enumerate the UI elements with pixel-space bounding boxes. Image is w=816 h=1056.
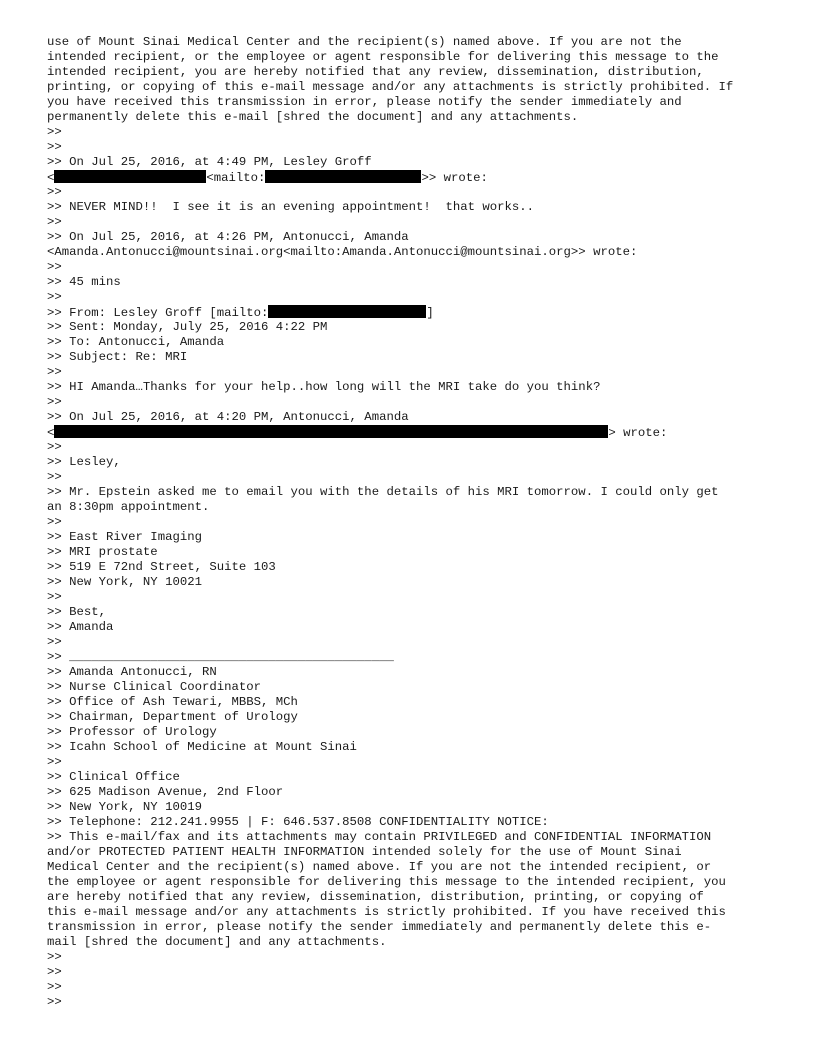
quote-marker: >> — [47, 260, 62, 274]
signature-line: >> Nurse Clinical Coordinator — [47, 680, 262, 694]
address-bracket: < — [47, 426, 55, 440]
quote-marker: >> — [47, 635, 62, 649]
quote-marker: >> — [47, 215, 62, 229]
quote-marker: >> — [47, 470, 62, 484]
notice-line: and/or PROTECTED PATIENT HEALTH INFORMATION intended solely for the use of Mount Sinai — [47, 845, 682, 859]
quote-marker: >> — [47, 440, 62, 454]
notice-line: you have received this transmission in error, please notify the sender immediately and — [47, 95, 682, 109]
quote-marker: >> — [47, 395, 62, 409]
quote-marker: >> — [47, 365, 62, 379]
wrote-label: >> wrote: — [421, 171, 488, 185]
notice-line: Medical Center and the recipient(s) named above. If you are not the intended recipient, or — [47, 860, 712, 874]
address-line: >> 519 E 72nd Street, Suite 103 — [47, 560, 276, 574]
message-body: >> Mr. Epstein asked me to email you with the details of his MRI tomorrow. I could only get — [47, 485, 719, 499]
notice-line: this e-mail message and/or any attachments is strictly prohibited. If you have received this — [47, 905, 726, 919]
message-header: >> On Jul 25, 2016, at 4:26 PM, Antonucci, Amanda — [47, 230, 409, 244]
redaction-bar — [54, 170, 206, 183]
office-line: >> New York, NY 10019 — [47, 800, 202, 814]
email-document — [47, 35, 787, 1010]
address-line: >> MRI prostate — [47, 545, 158, 559]
message-body: >> HI Amanda…Thanks for your help..how long will the MRI take do you think? — [47, 380, 601, 394]
notice-line: use of Mount Sinai Medical Center and the recipient(s) named above. If you are not the — [47, 35, 682, 49]
quote-marker: >> — [47, 515, 62, 529]
mailto-label: <mailto: — [206, 171, 266, 185]
redaction-bar — [265, 170, 421, 183]
quote-marker: >> — [47, 125, 62, 139]
notice-line: mail [shred the document] and any attachments. — [47, 935, 387, 949]
notice-line: the employee or agent responsible for delivering this message to the intended recipient, you — [47, 875, 726, 889]
signature-line: >> Chairman, Department of Urology — [47, 710, 298, 724]
from-close: ] — [426, 306, 434, 320]
from-label: >> From: Lesley Groff [mailto: — [47, 306, 269, 320]
notice-line: >> This e-mail/fax and its attachments may contain PRIVILEGED and CONFIDENTIAL INFORMATION — [47, 830, 712, 844]
notice-line: printing, or copying of this e-mail message and/or any attachments is strictly prohibited. If — [47, 80, 734, 94]
quote-marker: >> — [47, 755, 62, 769]
redaction-bar — [268, 305, 426, 318]
quote-marker: >> — [47, 290, 62, 304]
notice-line: transmission in error, please notify the sender immediately and permanently delete this e- — [47, 920, 712, 934]
signature-line: >> Professor of Urology — [47, 725, 217, 739]
sent-line: >> Sent: Monday, July 25, 2016 4:22 PM — [47, 320, 328, 334]
quote-marker: >> — [47, 965, 62, 979]
message-address-line: <Amanda.Antonucci@mountsinai.org<mailto:Amanda.Antonucci@mountsinai.org>> wrote: — [47, 245, 638, 259]
message-body: >> 45 mins — [47, 275, 121, 289]
quote-marker: >> — [47, 185, 62, 199]
office-line: >> Clinical Office — [47, 770, 180, 784]
message-header: >> On Jul 25, 2016, at 4:20 PM, Antonucci, Amanda — [47, 410, 409, 424]
message-body: an 8:30pm appointment. — [47, 500, 210, 514]
message-header: >> On Jul 25, 2016, at 4:49 PM, Lesley Groff — [47, 155, 372, 169]
to-line: >> To: Antonucci, Amanda — [47, 335, 225, 349]
message-address-line — [47, 170, 787, 185]
address-line: >> New York, NY 10021 — [47, 575, 202, 589]
quote-marker: >> — [47, 980, 62, 994]
from-line — [47, 305, 787, 320]
notice-line: permanently delete this e-mail [shred the document] and any attachments. — [47, 110, 579, 124]
office-line: >> 625 Madison Avenue, 2nd Floor — [47, 785, 284, 799]
subject-line: >> Subject: Re: MRI — [47, 350, 188, 364]
greeting: >> Lesley, — [47, 455, 121, 469]
redaction-bar — [54, 425, 608, 438]
signoff-line: >> Best, — [47, 605, 107, 619]
address-bracket: < — [47, 171, 55, 185]
message-address-line — [47, 425, 787, 440]
notice-line: intended recipient, you are hereby notified that any review, dissemination, distribution, — [47, 65, 704, 79]
quote-marker: >> — [47, 140, 62, 154]
signature-rule: >> ____________________________________________ — [47, 650, 394, 664]
quote-marker: >> — [47, 950, 62, 964]
signature-line: >> Icahn School of Medicine at Mount Sinai — [47, 740, 357, 754]
notice-line: intended recipient, or the employee or agent responsible for delivering this message to the — [47, 50, 719, 64]
quote-marker: >> — [47, 590, 62, 604]
signature-line: >> Amanda Antonucci, RN — [47, 665, 217, 679]
address-line: >> East River Imaging — [47, 530, 202, 544]
office-line: >> Telephone: 212.241.9955 | F: 646.537.8508 CONFIDENTIALITY NOTICE: — [47, 815, 549, 829]
signature-line: >> Office of Ash Tewari, MBBS, MCh — [47, 695, 298, 709]
signoff-line: >> Amanda — [47, 620, 114, 634]
message-body: >> NEVER MIND!! I see it is an evening appointment! that works.. — [47, 200, 535, 214]
quote-marker: >> — [47, 995, 62, 1009]
notice-line: are hereby notified that any review, dissemination, distribution, printing, or copying of — [47, 890, 704, 904]
wrote-label: > wrote: — [608, 426, 668, 440]
